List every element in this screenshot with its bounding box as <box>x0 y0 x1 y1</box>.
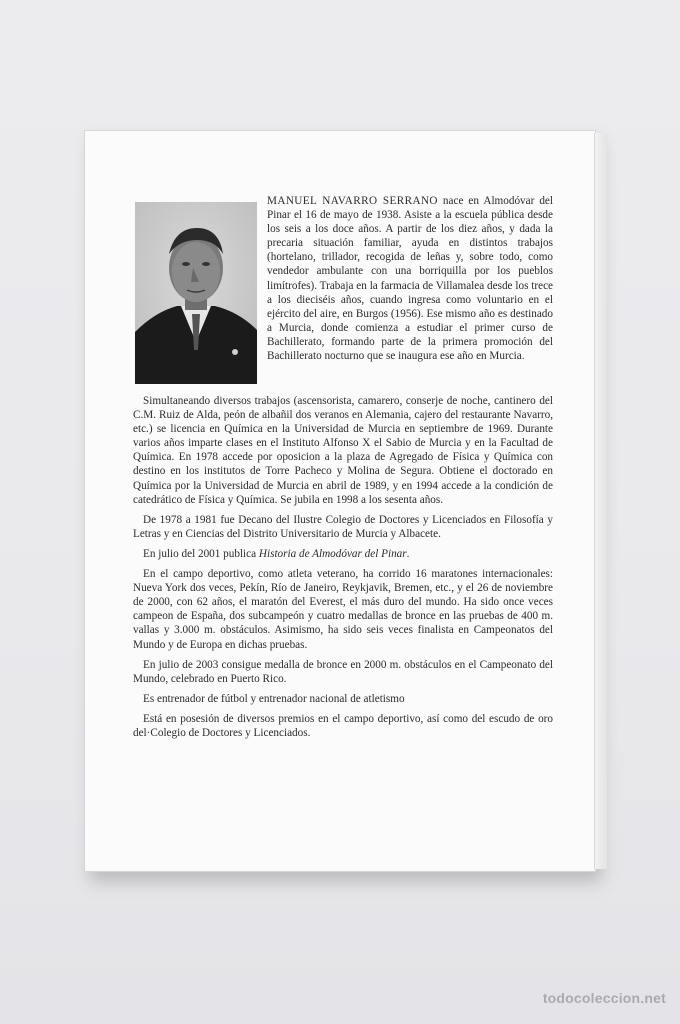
bio-paragraph-5: En el campo deportivo, como atleta veterano, ha corrido 16 maratones internacionales: Nueva York dos veces, Pekín, Río de Janeiro, Reykjavik, Bremen, etc., y el 26 de noviembre de 2000, con 62 años, el maratón del Everest, el más duro del mundo. Ha sido once veces campeon de España, dos subcampeón y cuatro medallas de bronce en las pruebas de 400 m. vallas y 3.000 m. obstáculos. Asimismo, ha sido seis veces finalista en Campeonatos del Mundo y de Europa en dichas pruebas. <box>133 568 553 651</box>
book-spine-edge <box>594 133 607 869</box>
bio-paragraph-6: En julio de 2003 consigue medalla de bronce en 2000 m. obstáculos en el Campeonato del Mundo, celebrado en Puerto Rico. <box>133 658 553 685</box>
bio-paragraph-4 <box>133 547 553 561</box>
bio-intro-text: nace en Almodóvar del Pinar el 16 de mayo de 1938. Asiste a la escuela pública desde los seis a los doce años. A partir de los diez años, y dada la precaria situación familiar, ayuda en distintos trabajos (hortelano, trillador, recogida de leñas y, sobre todo, como vendedor ambulante con una borriquilla por los pueblos limítrofes). Trabaja en la farmacia de Villamalea desde los trece a los dieciséis años, cuando ingresa como voluntario en el ejército del aire, en Burgos (1956). Ese mismo año es destinado a Murcia, donde comienza a estudiar el primer curso de Bachillerato, formando parte de la primera promoción del Bachillerato nocturno que se inaugura ese año en Murcia. <box>267 195 553 363</box>
biography-text <box>133 194 553 746</box>
author-portrait <box>135 202 257 384</box>
author-name: MANUEL NAVARRO SERRANO <box>267 195 438 207</box>
book-back-cover <box>84 130 596 872</box>
watermark-logo: todocoleccion.net <box>542 990 666 1006</box>
author-portrait-drawing <box>135 202 257 384</box>
bio-p4-pre: En julio del 2001 publica <box>143 547 259 560</box>
bio-paragraph-7: Es entrenador de fútbol y entrenador nacional de atletismo <box>143 692 405 705</box>
bio-paragraph-8: Está en posesión de diversos premios en el campo deportivo, así como del escudo de oro del·Colegio de Doctores y Licenciados. <box>133 712 553 739</box>
bio-paragraph-3: De 1978 a 1981 fue Decano del Ilustre Colegio de Doctores y Licenciados en Filosofía y Letras y en Ciencias del Distrito Universitario de Murcia y Albacete. <box>133 513 553 540</box>
bio-paragraph-2: Simultaneando diversos trabajos (ascensorista, camarero, conserje de noche, cantinero del C.M. Ruiz de Alda, peón de albañil dos veranos en Alemania, cajero del restaurante Navarro, etc.) se licencia en Química en la Universidad de Murcia en septiembre de 1969. Durante varios años imparte clases en el Instituto Alfonso X el Sabio de Murcia y en la Facultad de Química. En 1978 accede por oposicion a la plaza de Agregado de Física y Química con destino en los institutos de Torre Pacheco y Molina de Segura. Obtiene el doctorado en Química por la Universidad de Murcia en abril de 1989, y en 1994 accede a la condición de catedrático de Física y Química. Se jubila en 1998 a los sesenta años. <box>133 395 553 506</box>
book-title: Historia de Almodóvar del Pinar <box>258 547 407 560</box>
bio-p4-post: . <box>406 547 410 560</box>
